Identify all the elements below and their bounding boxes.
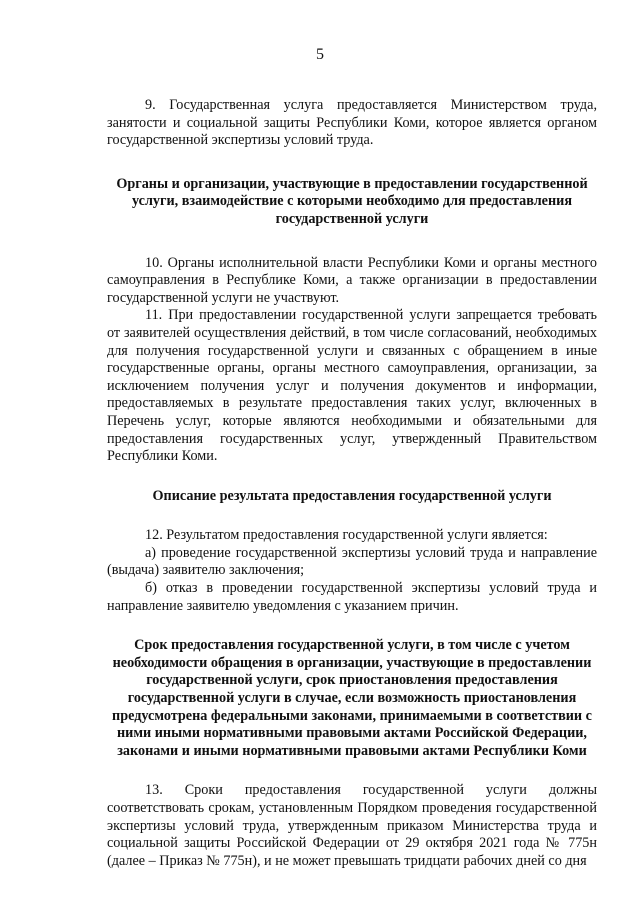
paragraph-10: 10. Органы исполнительной власти Республики Коми и органы местного самоуправления в Республике Коми, а также организации в предоставлении государственной услуги не участвуют. <box>107 254 597 306</box>
section-heading-participants: Органы и организации, участвующие в предоставлении государственной услуги, взаимодействие с которыми необходимо для предоставления государственной услуги <box>116 175 588 227</box>
paragraph-12a: а) проведение государственной экспертизы условий труда и направление (выдача) заявителю заключения; <box>107 544 597 579</box>
paragraph-12b: б) отказ в проведении государственной экспертизы условий труда и направление заявителю уведомления с указанием причин. <box>107 580 597 614</box>
paragraph-13: 13. Сроки предоставления государственной услуги должны соответствовать срокам, установленным Порядком проведения государственной экспертизы условий труда, утвержденным приказом Министерства труда и социальной защиты Российской Федерации от 29 октября 2021 года № 775н (далее – Приказ № 775н), и не может превышать тридцати рабочих дней со дня <box>107 782 597 869</box>
section-heading-result: Описание результата предоставления государственной услуги <box>152 487 552 504</box>
document-body <box>107 97 597 870</box>
paragraph-12: 12. Результатом предоставления государственной услуги является: <box>145 527 548 544</box>
page-number: 5 <box>316 46 324 63</box>
paragraph-11: 11. При предоставлении государственной услуги запрещается требовать от заявителей осуществления действий, в том числе согласований, необходимых для получения государственной услуги и связанных с обращением в иные государственные органы, органы местного самоуправления, организации, за исключением получения услуг и получения документов и информации, предоставляемых в результате предоставления таких услуг, включенных в Перечень услуг, которые являются необходимыми и обязательными для предоставления государственных услуг, утвержденный Правительством Республики Коми. <box>107 307 597 465</box>
section-heading-deadline: Срок предоставления государственной услуги, в том числе с учетом необходимости обращения в организации, участвующие в предоставлении государственной услуги, срок приостановления предоставления государственной услуги в случае, если возможность приостановления предусмотрена федеральными законами, принимаемыми в соответствии с ними иными нормативными правовыми актами Российской Федерации, законами и иными нормативными правовыми актами Республики Коми <box>112 637 592 759</box>
paragraph-9: 9. Государственная услуга предоставляется Министерством труда, занятости и социальной защиты Республики Коми, которое является органом государственной экспертизы условий труда. <box>107 97 597 149</box>
